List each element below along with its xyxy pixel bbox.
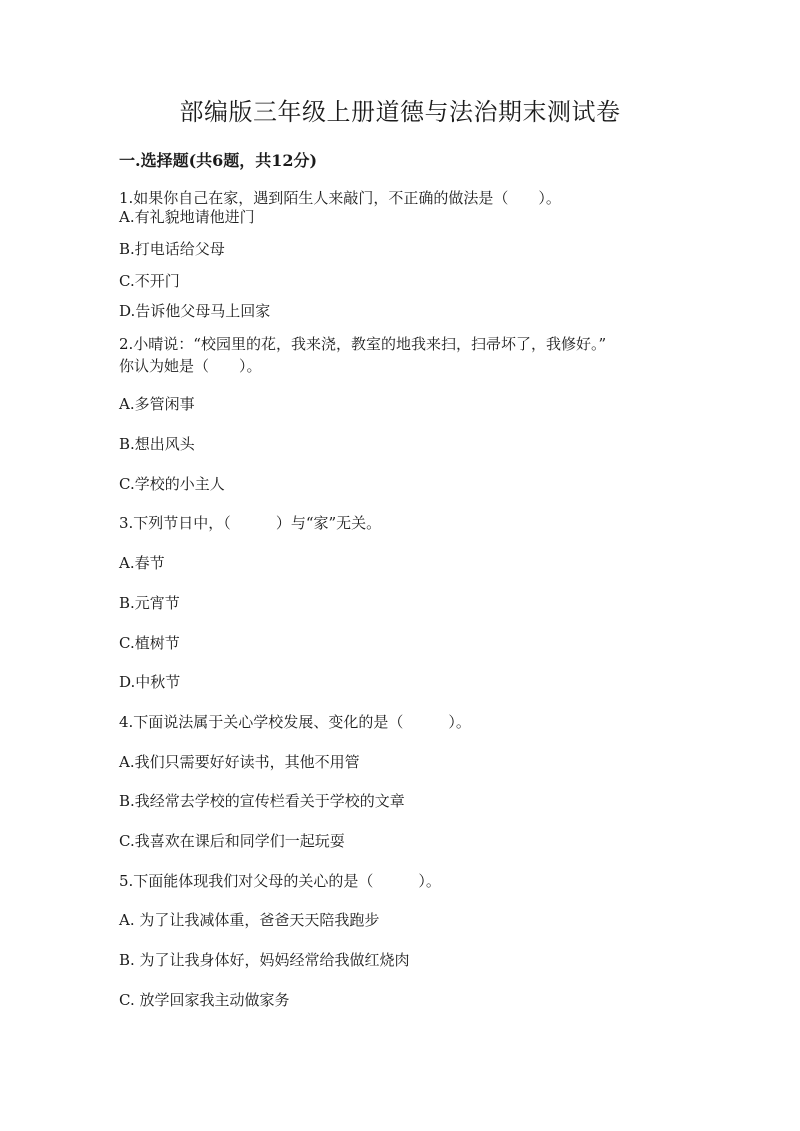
question-2-option-c: C.学校的小主人: [119, 475, 225, 493]
question-1-option-a: A.有礼貌地请他进门: [119, 208, 255, 226]
question-1-option-d: D.告诉他父母马上回家: [119, 302, 271, 320]
question-3-option-c: C.植树节: [119, 634, 180, 652]
question-5-option-c: C. 放学回家我主动做家务: [119, 991, 290, 1009]
question-5-stem: 5.下面能体现我们对父母的关心的是（ ）。: [119, 872, 441, 890]
question-4-stem: 4.下面说法属于关心学校发展、变化的是（ ）。: [119, 713, 471, 731]
question-1-option-c: C.不开门: [119, 272, 180, 290]
question-5-option-b: B. 为了让我身体好，妈妈经常给我做红烧肉: [119, 951, 410, 969]
question-3-stem: 3.下列节日中，（ ）与“家”无关。: [119, 514, 382, 532]
question-5-option-a: A. 为了让我减体重，爸爸天天陪我跑步: [119, 911, 380, 929]
question-1-option-b: B.打电话给父母: [119, 240, 225, 258]
page-title: 部编版三年级上册道德与法治期末测试卷: [179, 98, 621, 126]
question-1-stem: 1.如果你自己在家，遇到陌生人来敲门，不正确的做法是（ ）。: [119, 189, 561, 207]
question-2-option-b: B.想出风头: [119, 435, 195, 453]
question-2-option-a: A.多管闲事: [119, 395, 195, 413]
question-3-option-a: A.春节: [119, 554, 165, 572]
section-heading: 一.选择题(共6题，共12分): [119, 151, 318, 170]
question-4-option-c: C.我喜欢在课后和同学们一起玩耍: [119, 832, 345, 850]
question-3-option-d: D.中秋节: [119, 673, 181, 691]
question-2-stem-continued: 你认为她是（ ）。: [119, 357, 262, 375]
question-4-option-b: B.我经常去学校的宣传栏看关于学校的文章: [119, 792, 405, 810]
question-2-stem: 2.小晴说：“校园里的花，我来浇，教室的地我来扫，扫帚坏了，我修好。”: [119, 335, 607, 353]
question-4-option-a: A.我们只需要好好读书，其他不用管: [119, 753, 360, 771]
question-3-option-b: B.元宵节: [119, 594, 180, 612]
